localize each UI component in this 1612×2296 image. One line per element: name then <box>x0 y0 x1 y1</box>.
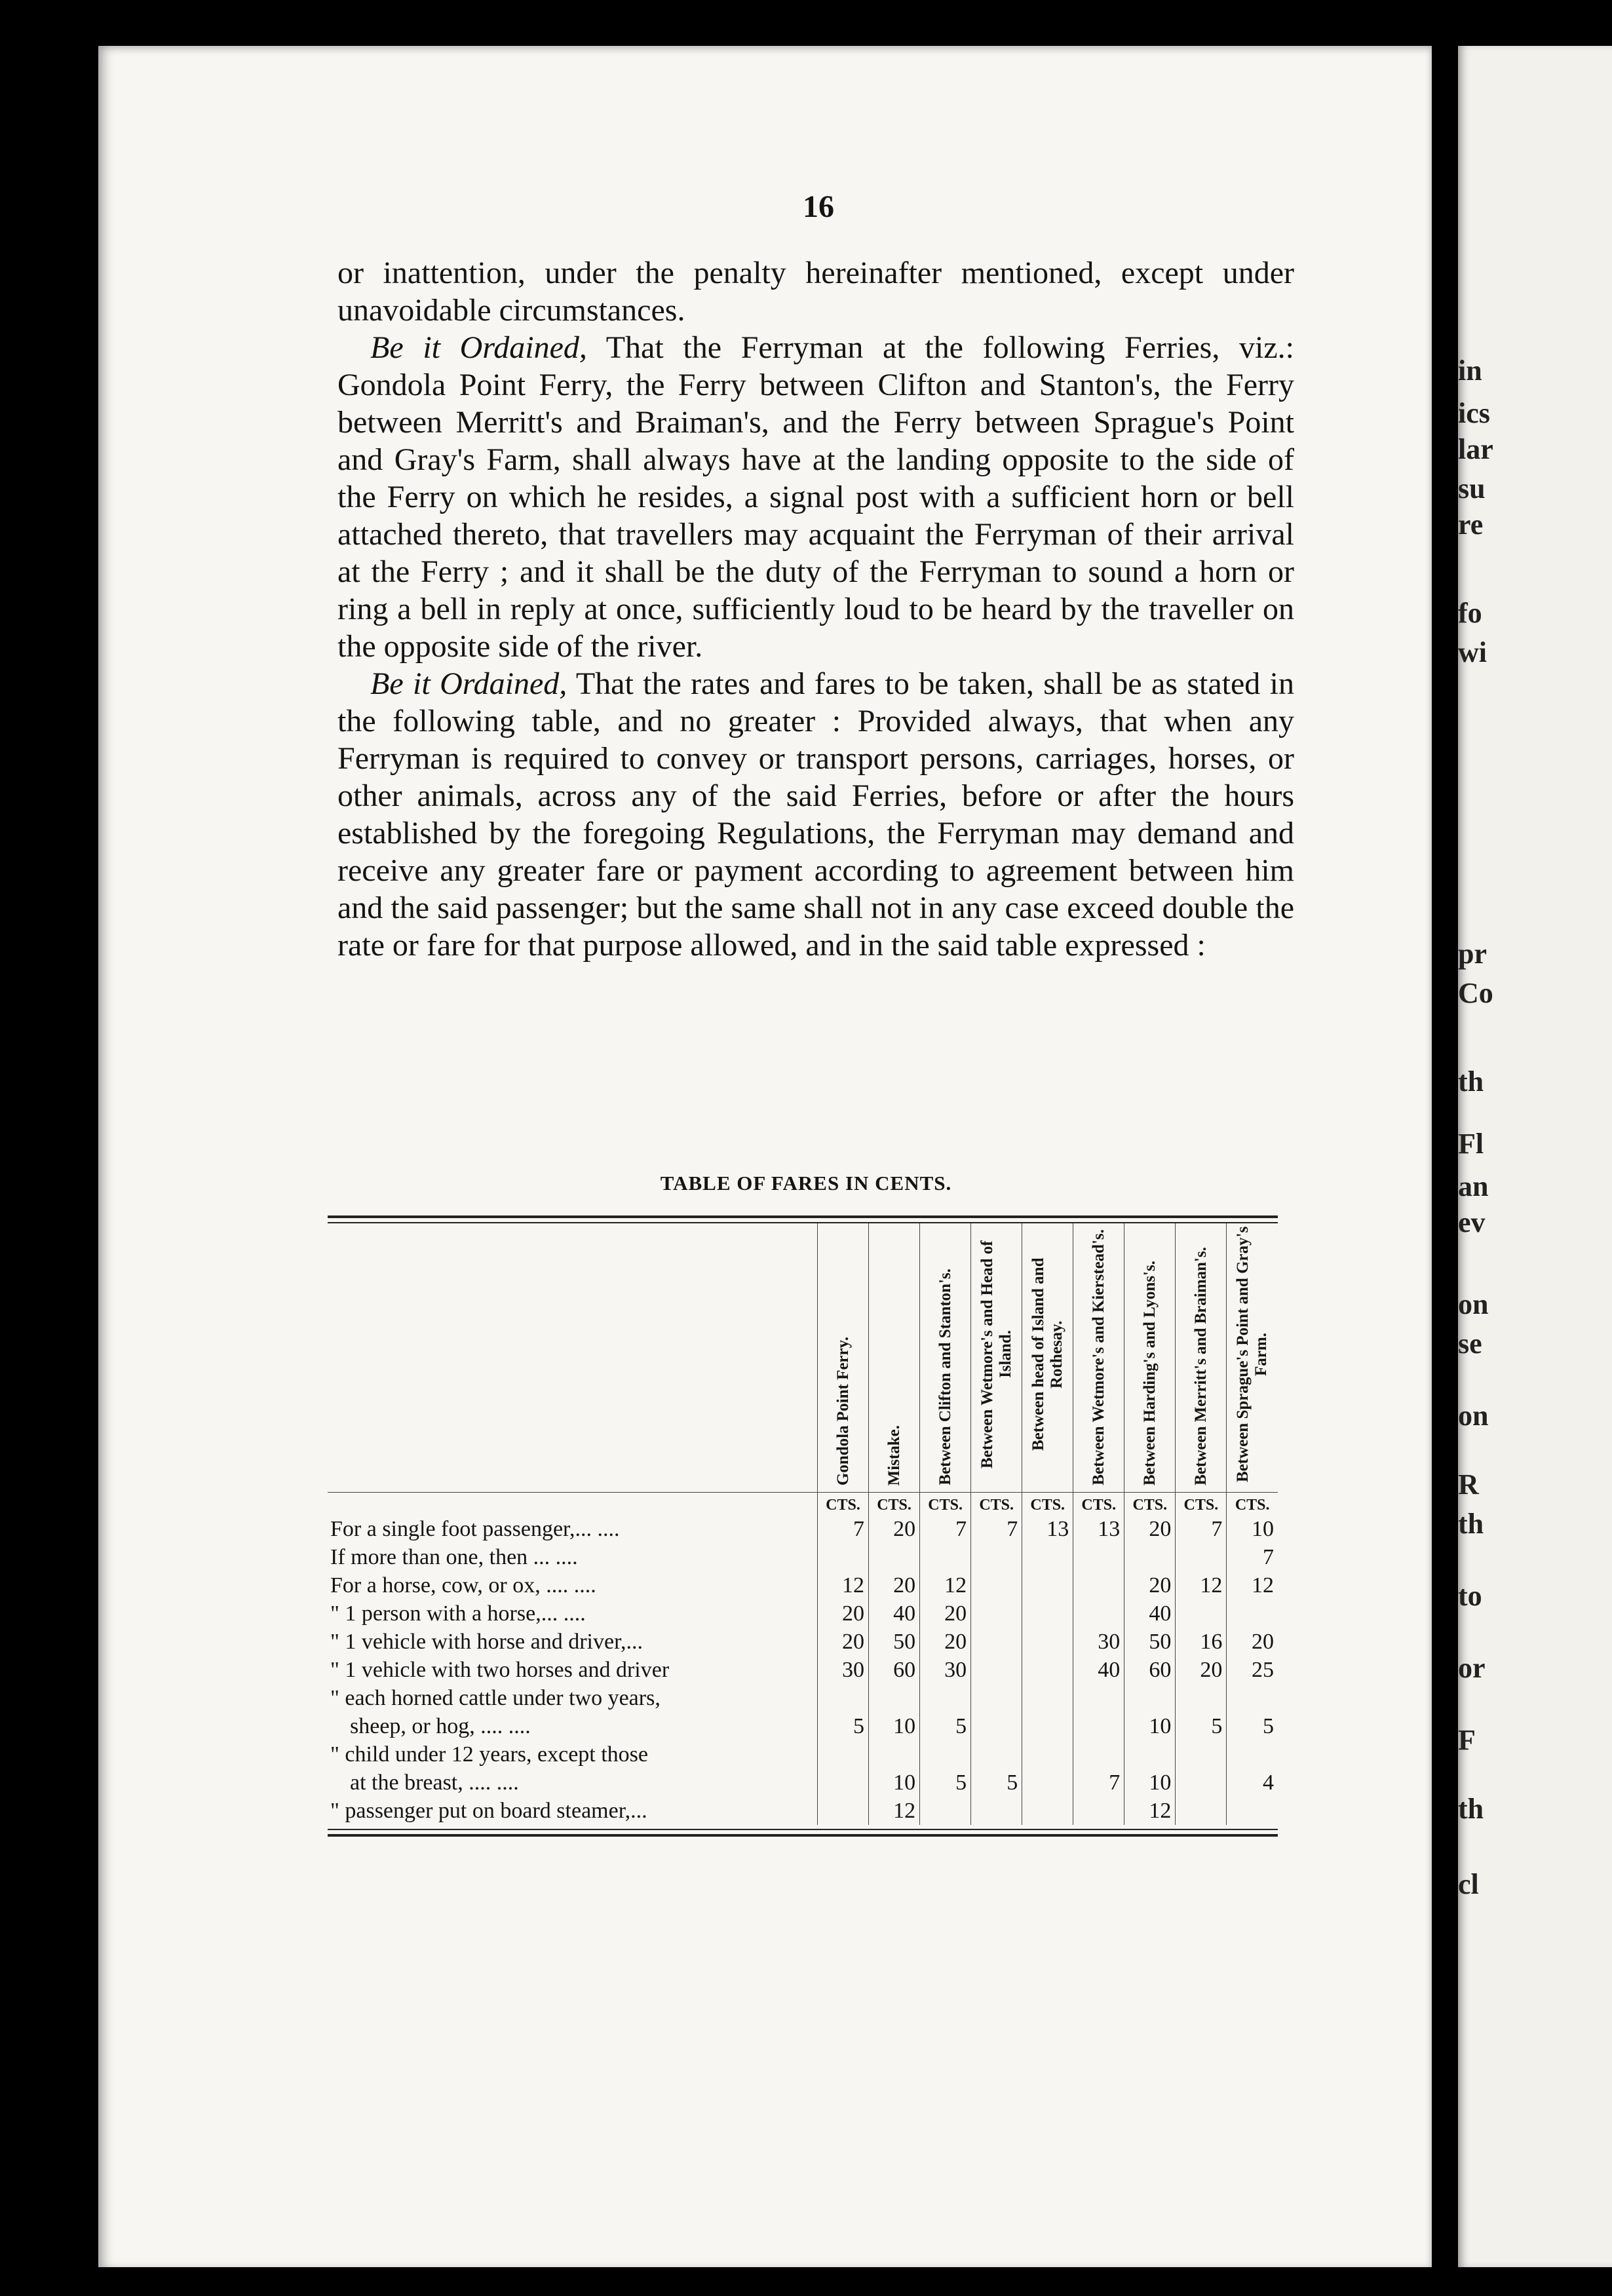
fare-cell: 20 <box>1176 1656 1227 1684</box>
fare-cell <box>1176 1740 1227 1769</box>
fare-cell: 40 <box>869 1599 920 1628</box>
fare-cell <box>869 1684 920 1712</box>
fare-cell: 7 <box>818 1515 869 1543</box>
table-top-rule <box>328 1215 1278 1223</box>
paragraph-1: or inattention, under the penalty hereinafter mentioned, except under unavoidable circumstances. <box>337 256 1294 328</box>
column-header <box>869 1223 920 1493</box>
fares-grid <box>328 1223 1278 1825</box>
table-row <box>328 1543 1278 1571</box>
row-label: If more than one, then ... .... <box>330 1545 578 1569</box>
ordinance-lead: Be it Ordained, <box>370 666 567 701</box>
unit-cell: CTS. <box>920 1493 971 1516</box>
fare-cell: 10 <box>869 1712 920 1740</box>
fare-cell <box>1073 1571 1124 1599</box>
fare-cell <box>1176 1769 1227 1797</box>
column-header-label: Between Sprague's Point and Gray's Farm. <box>1234 1226 1271 1483</box>
fares-table <box>328 1215 1278 1837</box>
fare-cell: 12 <box>920 1571 971 1599</box>
row-label: sheep, or hog, .... .... <box>350 1714 531 1738</box>
fare-cell: 5 <box>1176 1712 1227 1740</box>
row-label: " each horned cattle under two years, <box>330 1686 661 1710</box>
unit-cell: CTS. <box>1176 1493 1227 1516</box>
fare-cell: 13 <box>1022 1515 1073 1543</box>
next-page-fragment: in <box>1458 354 1482 387</box>
fare-cell <box>818 1740 869 1769</box>
fare-cell <box>818 1797 869 1825</box>
fare-cell: 5 <box>971 1769 1022 1797</box>
fare-cell: 10 <box>1124 1769 1176 1797</box>
fare-cell <box>971 1599 1022 1628</box>
fare-cell: 20 <box>1124 1571 1176 1599</box>
fare-cell: 12 <box>1227 1571 1278 1599</box>
fare-cell: 40 <box>1124 1599 1176 1628</box>
ordinance-lead: Be it Ordained, <box>370 330 587 365</box>
next-page-fragment: to <box>1458 1580 1482 1612</box>
fare-cell <box>920 1684 971 1712</box>
fare-cell: 20 <box>869 1515 920 1543</box>
unit-cell: CTS. <box>1227 1493 1278 1516</box>
next-page-fragment: th <box>1458 1793 1484 1825</box>
next-page-fragment: pr <box>1458 938 1487 970</box>
fare-cell: 20 <box>1124 1515 1176 1543</box>
next-page-fragment: on <box>1458 1288 1489 1320</box>
table-row <box>328 1797 1278 1825</box>
fare-cell <box>818 1684 869 1712</box>
fare-cell: 50 <box>1124 1628 1176 1656</box>
fare-cell: 12 <box>869 1797 920 1825</box>
fare-cell: 20 <box>818 1628 869 1656</box>
fare-cell <box>1022 1769 1073 1797</box>
fare-cell <box>971 1712 1022 1740</box>
fare-cell: 50 <box>869 1628 920 1656</box>
fare-cell <box>1073 1599 1124 1628</box>
fare-cell <box>1022 1797 1073 1825</box>
next-page-fragment: or <box>1458 1652 1486 1684</box>
fare-cell <box>971 1543 1022 1571</box>
table-row <box>328 1599 1278 1628</box>
column-header-label: Mistake. <box>885 1425 903 1485</box>
fare-cell <box>818 1769 869 1797</box>
fare-cell <box>1227 1797 1278 1825</box>
fare-cell <box>1022 1712 1073 1740</box>
fare-cell <box>971 1656 1022 1684</box>
row-label: at the breast, .... .... <box>350 1770 519 1795</box>
fare-cell: 60 <box>1124 1656 1176 1684</box>
unit-row <box>328 1493 1278 1516</box>
fare-cell: 4 <box>1227 1769 1278 1797</box>
column-header <box>818 1223 869 1493</box>
fare-cell: 5 <box>818 1712 869 1740</box>
fare-cell <box>869 1740 920 1769</box>
fare-cell: 5 <box>920 1769 971 1797</box>
column-header <box>1227 1223 1278 1493</box>
next-page-fragment: ev <box>1458 1206 1486 1238</box>
next-page-fragment: an <box>1458 1170 1489 1202</box>
fare-cell: 12 <box>1124 1797 1176 1825</box>
fare-cell: 30 <box>920 1656 971 1684</box>
fare-cell <box>1073 1543 1124 1571</box>
paragraph-3 <box>337 665 1294 964</box>
row-label: " 1 vehicle with two horses and driver <box>330 1658 670 1682</box>
fare-cell <box>1022 1740 1073 1769</box>
next-page-fragment: cl <box>1458 1868 1479 1900</box>
fare-cell: 10 <box>1227 1515 1278 1543</box>
fare-cell <box>869 1543 920 1571</box>
column-header-label: Gondola Point Ferry. <box>834 1336 852 1485</box>
column-header-label: Between head of Island and Rothesay. <box>1029 1257 1065 1451</box>
column-header-label: Between Harding's and Lyons's. <box>1140 1260 1159 1485</box>
column-header-row <box>328 1223 1278 1493</box>
row-label: For a horse, cow, or ox, .... .... <box>330 1573 596 1598</box>
column-header <box>971 1223 1022 1493</box>
fare-cell <box>1073 1797 1124 1825</box>
row-label: " 1 person with a horse,... .... <box>330 1601 586 1626</box>
unit-cell: CTS. <box>1124 1493 1176 1516</box>
fare-cell <box>1022 1656 1073 1684</box>
next-page-fragment: se <box>1458 1328 1482 1360</box>
fare-cell: 5 <box>920 1712 971 1740</box>
row-label: For a single foot passenger,... .... <box>330 1517 620 1541</box>
fare-cell <box>971 1740 1022 1769</box>
column-header <box>1073 1223 1124 1493</box>
body-text <box>337 254 1294 964</box>
fare-cell <box>1227 1599 1278 1628</box>
fare-cell <box>1124 1740 1176 1769</box>
fare-cell <box>1022 1599 1073 1628</box>
next-page-fragment: Fl <box>1458 1128 1484 1160</box>
fare-cell: 30 <box>818 1656 869 1684</box>
column-header-label: Between Wetmore's and Kierstead's. <box>1089 1229 1107 1485</box>
fare-cell <box>1176 1599 1227 1628</box>
fare-cell: 20 <box>920 1628 971 1656</box>
column-header <box>920 1223 971 1493</box>
fare-cell: 7 <box>1176 1515 1227 1543</box>
column-header <box>1022 1223 1073 1493</box>
paragraph-text: That the Ferryman at the following Ferries, viz.: Gondola Point Ferry, the Ferry between Clifton and Stanton's, the Ferry between Merritt's and Braiman's, and the Ferry between Sprague's Point and Gray's Farm, shall always have at the landing opposite to the side of the Ferry on which he resides, a signal post with a sufficient horn or bell attached thereto, that travellers may acquaint the Ferryman of their arrival at the Ferry ; and it shall be the duty of the Ferryman to sound a horn or ring a bell in reply at once, sufficiently loud to be heard by the traveller on the opposite side of the river. <box>337 330 1294 664</box>
fare-cell <box>971 1684 1022 1712</box>
unit-cell: CTS. <box>971 1493 1022 1516</box>
paragraph-text: That the rates and fares to be taken, shall be as stated in the following table, and no greater : Provided always, that when any Ferryman is required to convey or transport persons, carriages, horses, or other animals, across any of the said Ferries, before or after the hours established by the foregoing Regulations, the Ferryman may demand and receive any greater fare or payment according to agreement between him and the said passenger; but the same shall not in any case exceed double the rate or fare for that purpose allowed, and in the said table expressed : <box>337 666 1295 963</box>
fare-cell <box>1176 1543 1227 1571</box>
fare-cell: 12 <box>818 1571 869 1599</box>
fare-cell <box>1073 1740 1124 1769</box>
table-row <box>328 1769 1278 1797</box>
fare-cell: 10 <box>1124 1712 1176 1740</box>
fare-cell: 10 <box>869 1769 920 1797</box>
fare-cell <box>971 1571 1022 1599</box>
column-header <box>1176 1223 1227 1493</box>
fare-cell: 7 <box>920 1515 971 1543</box>
fare-cell: 16 <box>1176 1628 1227 1656</box>
table-row <box>328 1571 1278 1599</box>
fare-cell: 7 <box>1227 1543 1278 1571</box>
next-page-fragment: ics <box>1458 397 1490 429</box>
table-row <box>328 1712 1278 1740</box>
table-row <box>328 1628 1278 1656</box>
row-label-header <box>328 1223 818 1493</box>
fare-cell: 30 <box>1073 1628 1124 1656</box>
fare-cell: 7 <box>1073 1769 1124 1797</box>
fare-cell: 20 <box>920 1599 971 1628</box>
column-header-label: Between Clifton and Stanton's. <box>936 1269 954 1485</box>
fare-cell: 5 <box>1227 1712 1278 1740</box>
next-page-fragment: su <box>1458 472 1486 505</box>
fare-cell <box>920 1740 971 1769</box>
fare-cell <box>1124 1684 1176 1712</box>
fare-cell: 20 <box>1227 1628 1278 1656</box>
fare-cell <box>1227 1684 1278 1712</box>
row-label: " child under 12 years, except those <box>330 1742 648 1767</box>
row-label: " passenger put on board steamer,... <box>330 1799 647 1823</box>
fare-cell <box>1022 1684 1073 1712</box>
unit-cell: CTS. <box>1073 1493 1124 1516</box>
column-header-label: Between Wetmore's and Head of Island. <box>978 1240 1014 1468</box>
table-row <box>328 1656 1278 1684</box>
next-page-fragment: th <box>1458 1508 1484 1540</box>
fare-cell: 13 <box>1073 1515 1124 1543</box>
page-number: 16 <box>803 189 834 224</box>
adjacent-page-edge <box>1458 46 1612 2267</box>
unit-row-label <box>328 1493 818 1516</box>
next-page-fragment: th <box>1458 1065 1484 1098</box>
table-row <box>328 1515 1278 1543</box>
unit-cell: CTS. <box>1022 1493 1073 1516</box>
table-row <box>328 1684 1278 1712</box>
fare-cell: 7 <box>971 1515 1022 1543</box>
paragraph-2 <box>337 329 1294 665</box>
fare-cell: 20 <box>869 1571 920 1599</box>
fare-cell: 25 <box>1227 1656 1278 1684</box>
fare-cell: 60 <box>869 1656 920 1684</box>
column-header <box>1124 1223 1176 1493</box>
page-gutter <box>1432 39 1458 2280</box>
table-caption: TABLE OF FARES IN CENTS. <box>660 1172 952 1195</box>
table-row <box>328 1740 1278 1769</box>
next-page-fragment: on <box>1458 1400 1489 1432</box>
row-label: " 1 vehicle with horse and driver,... <box>330 1630 643 1654</box>
fare-cell <box>1022 1571 1073 1599</box>
fare-cell: 20 <box>818 1599 869 1628</box>
unit-cell: CTS. <box>869 1493 920 1516</box>
fare-cell <box>1227 1740 1278 1769</box>
fare-cell <box>920 1543 971 1571</box>
fare-cell <box>1176 1684 1227 1712</box>
column-header-label: Between Merritt's and Braiman's. <box>1191 1247 1210 1485</box>
next-page-fragment: lar <box>1458 433 1493 465</box>
fare-cell <box>971 1797 1022 1825</box>
table-body <box>328 1493 1278 1826</box>
fare-cell <box>1022 1628 1073 1656</box>
next-page-fragment: re <box>1458 508 1484 541</box>
next-page-fragment: R <box>1458 1468 1479 1501</box>
next-page-fragment: fo <box>1458 597 1482 629</box>
unit-cell: CTS. <box>818 1493 869 1516</box>
fare-cell <box>1176 1797 1227 1825</box>
fare-cell: 12 <box>1176 1571 1227 1599</box>
next-page-fragment: F <box>1458 1724 1476 1756</box>
fare-cell <box>1124 1543 1176 1571</box>
next-page-fragment: wi <box>1458 636 1487 668</box>
fare-cell: 40 <box>1073 1656 1124 1684</box>
fare-cell <box>971 1628 1022 1656</box>
fare-cell <box>1022 1543 1073 1571</box>
next-page-fragment: Co <box>1458 977 1493 1009</box>
table-bottom-rule <box>328 1829 1278 1837</box>
fare-cell <box>818 1543 869 1571</box>
fare-cell <box>920 1797 971 1825</box>
fare-cell <box>1073 1684 1124 1712</box>
fare-cell <box>1073 1712 1124 1740</box>
